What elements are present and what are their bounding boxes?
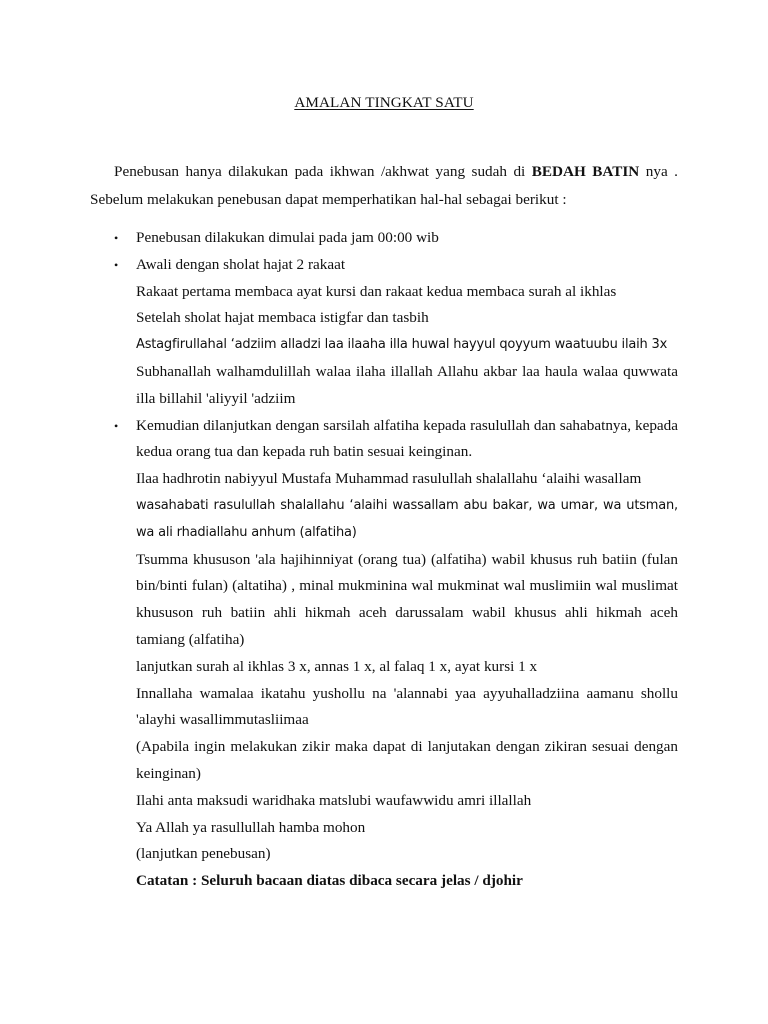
- list-line: lanjutkan surah al ikhlas 3 x, annas 1 x, al falaq 1 x, ayat kursi 1 x: [136, 657, 538, 675]
- list-item-1: [90, 225, 678, 252]
- list-line: Penebusan dilakukan dimulai pada jam 00:00 wib: [136, 229, 439, 246]
- intro-paragraph: [90, 158, 678, 214]
- intro-text: Penebusan hanya dilakukan pada ikhwan /akhwat yang sudah di: [114, 163, 532, 180]
- list-line: Subhanallah walhamdulillah walaa ilaha illallah Allahu akbar laa haula walaa quwwata illa billahil 'aliyyil 'adziim: [136, 362, 678, 407]
- instruction-list: [90, 225, 678, 895]
- list-line: Ilahi anta maksudi waridhaka matslubi waufawwidu amri illallah: [136, 791, 532, 809]
- document-title: AMALAN TINGKAT SATU: [294, 94, 474, 111]
- list-item-2: [90, 252, 678, 413]
- list-line: Rakaat pertama membaca ayat kursi dan rakaat kedua membaca surah al ikhlas: [136, 282, 617, 300]
- list-line: Ya Allah ya rasullullah hamba mohon: [136, 818, 366, 836]
- list-line: Ilaa hadhrotin nabiyyul Mustafa Muhammad rasulullah shalallahu ‘alaihi wasallam: [136, 470, 642, 488]
- intro-bold-text: BEDAH BATIN: [531, 163, 640, 180]
- list-line: Kemudian dilanjutkan dengan sarsilah alfatiha kepada rasulullah dan sahabatnya, kepada kedua orang tua dan kepada ruh batin sesuai keinginan.: [136, 416, 678, 461]
- list-line: Awali dengan sholat hajat 2 rakaat: [136, 255, 346, 273]
- list-item-3: [90, 413, 678, 895]
- intro-text-end: nya . Sebelum melakukan penebusan dapat memperhatikan hal-hal sebagai berikut :: [90, 163, 678, 208]
- bullet-icon: •: [114, 257, 119, 272]
- list-line: (Apabila ingin melakukan zikir maka dapat di lanjutakan dengan zikiran sesuai dengan keinginan): [136, 738, 678, 782]
- list-line: Setelah sholat hajat membaca istigfar dan tasbih: [136, 309, 429, 327]
- note-line: Catatan : Seluruh bacaan diatas dibaca secara jelas / djohir: [136, 872, 523, 890]
- list-line: Innallaha wamalaa ikatahu yushollu na 'alannabi yaa ayyuhalladziina aamanu shollu 'alayhi wasallimmutasliimaa: [136, 684, 678, 729]
- list-line: Tsumma khususon 'ala hajihinniyat (orang tua) (alfatiha) wabil khusus ruh batiin (fulan bin/binti fulan) (altatiha) , minal mukminina wal mukminat wal muslimiin wal muslimat khususon ruh batiin ahli hikmah aceh darussalam wabil khusus ahli hikmah aceh tamiang (alfatiha): [136, 550, 678, 648]
- list-line: wasahabati rasulullah shalallahu ‘alaihi wassallam abu bakar, wa umar, wa utsman, wa ali rhadiallahu anhum (alfatiha): [136, 497, 678, 540]
- bullet-icon: •: [114, 231, 119, 245]
- list-line: (lanjutkan penebusan): [136, 845, 271, 863]
- list-line: Astagfirullahal ‘adziim alladzi laa ilaaha illa huwal hayyul qoyyum waatuubu ilaih 3x: [136, 337, 668, 353]
- bullet-icon: •: [114, 418, 119, 433]
